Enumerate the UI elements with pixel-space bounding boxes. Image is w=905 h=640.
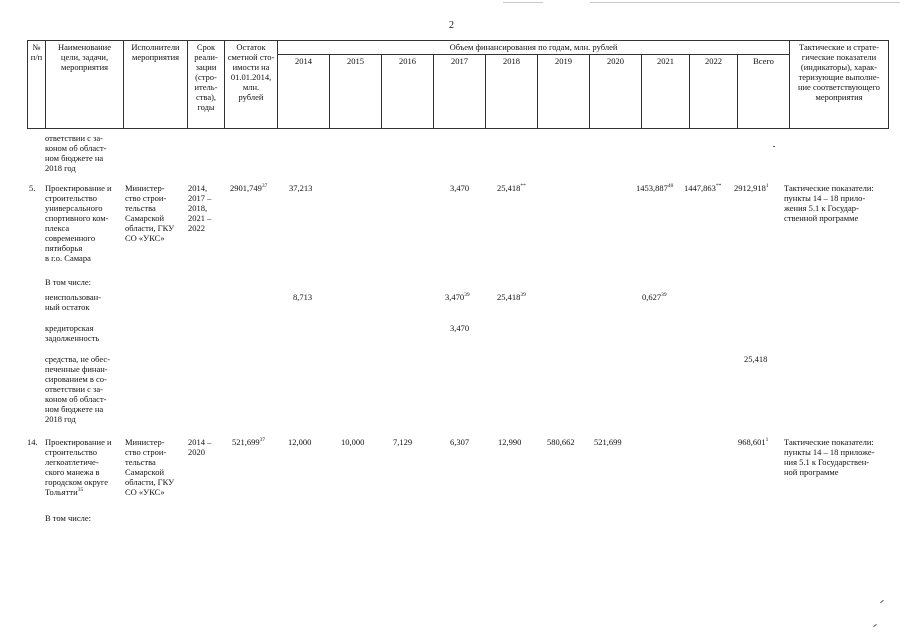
item5-2014: 37,213 xyxy=(289,183,313,193)
including-label-2: В том числе: xyxy=(45,513,91,523)
item5-term: 2014, 2017 – 2018, 2021 – 2022 xyxy=(188,183,212,233)
item14-balance: 521,699$^{37}$ xyxy=(232,437,266,447)
item14-2016: 7,129 xyxy=(393,437,413,447)
header-balance: Остаток сметной сто- имости на 01.01.2014, млн. рублей xyxy=(225,41,278,129)
item14-2018: 12,990 xyxy=(498,437,522,447)
item5-balance: 2901,749$^{37}$ xyxy=(230,183,268,193)
unsecured-total: 25,418 xyxy=(744,354,768,364)
header-indicators: Тактические и страте- гические показатели (индикаторы), харак- теризующие выполне- ние соответствующего мероприятия xyxy=(790,41,889,129)
header-term: Срок реали- зации (стро- итель- ства), годы xyxy=(188,41,225,129)
unused-2018: 25,418$^{39}$ xyxy=(497,292,526,302)
item14-indicators: Тактические показатели: пункты 14 – 18 приложе- ния 5.1 к Государствен- ной программе xyxy=(784,437,875,477)
item14-2014: 12,000 xyxy=(288,437,312,447)
item5-num: 5. xyxy=(29,183,36,193)
item14-2017: 6,307 xyxy=(450,437,470,447)
unsecured-name: средства, не обес- печенные финан- сированием в со- ответствии с за- коном об област- ном бюджете на 2018 год xyxy=(45,354,110,424)
item14-total: 968,601$^1$ xyxy=(738,437,769,447)
header-funding: Объем финансирования по годам, млн. рублей xyxy=(278,41,790,55)
year-2021: 2021 xyxy=(642,55,690,129)
including-label: В том числе: xyxy=(45,277,91,287)
item5-2022: 1447,863** xyxy=(684,183,722,193)
item14-2020: 521,699 xyxy=(594,437,622,447)
item5-2017: 3,470 xyxy=(450,183,470,193)
item14-num: 14. xyxy=(27,437,38,447)
item5-indicators: Тактические показатели: пункты 14 – 18 прило- жения 5.1 к Государ- ственной программе xyxy=(784,183,874,223)
top-edge-line xyxy=(503,2,543,3)
year-2020: 2020 xyxy=(590,55,642,129)
unused-2014: 8,713 xyxy=(293,292,313,302)
item14-2015: 10,000 xyxy=(341,437,365,447)
unused-2017: 3,470$^{39}$ xyxy=(445,292,470,302)
item14-2019: 580,662 xyxy=(547,437,575,447)
year-2022: 2022 xyxy=(690,55,738,129)
header-num: № п/п xyxy=(28,41,46,129)
item5-executors: Министер- ство строи- тельства Самарской области, ГКУ СО «УКС» xyxy=(125,183,175,243)
item5-name: Проектирование и строительство универсального спортивного ком- плекса современного пятиборья в г.о. Самара xyxy=(45,183,112,263)
year-2014: 2014 xyxy=(278,55,330,129)
scan-mark xyxy=(880,600,884,603)
unused-name: неиспользован- ный остаток xyxy=(45,292,102,312)
year-2018: 2018 xyxy=(486,55,538,129)
header-name: Наименование цели, задачи, мероприятия xyxy=(46,41,124,129)
header-table xyxy=(27,40,889,129)
debt-2017: 3,470 xyxy=(450,323,470,333)
item5-2021: 1453,887$^{40}$ xyxy=(636,183,674,193)
year-2015: 2015 xyxy=(330,55,382,129)
year-2017: 2017 xyxy=(434,55,486,129)
item14-term: 2014 – 2020 xyxy=(188,437,212,457)
header-executors: Исполнители мероприятия xyxy=(124,41,188,129)
scan-mark-2 xyxy=(873,624,877,627)
year-2016: 2016 xyxy=(382,55,434,129)
top-edge-line-long xyxy=(590,2,900,3)
year-2019: 2019 xyxy=(538,55,590,129)
item5-total: 2912,918$^1$ xyxy=(734,183,769,193)
item14-executors: Министер- ство строи- тельства Самарской области, ГКУ СО «УКС» xyxy=(125,437,175,497)
item14-name: Проектирование и строительство легкоатлетиче- ского манежа в городском округе Тольятти$^{35}$ xyxy=(45,437,112,497)
debt-name: кредиторская задолженность xyxy=(45,323,100,343)
page-number: 2 xyxy=(449,20,454,31)
continuation-text: ответствии с за- коном об област- ном бюджете на 2018 год xyxy=(45,133,107,173)
unused-2021: 0,627$^{39}$ xyxy=(642,292,667,302)
scan-mark-3 xyxy=(773,146,775,147)
year-total: Всего xyxy=(738,55,790,129)
item5-2018: 25,418** xyxy=(497,183,526,193)
